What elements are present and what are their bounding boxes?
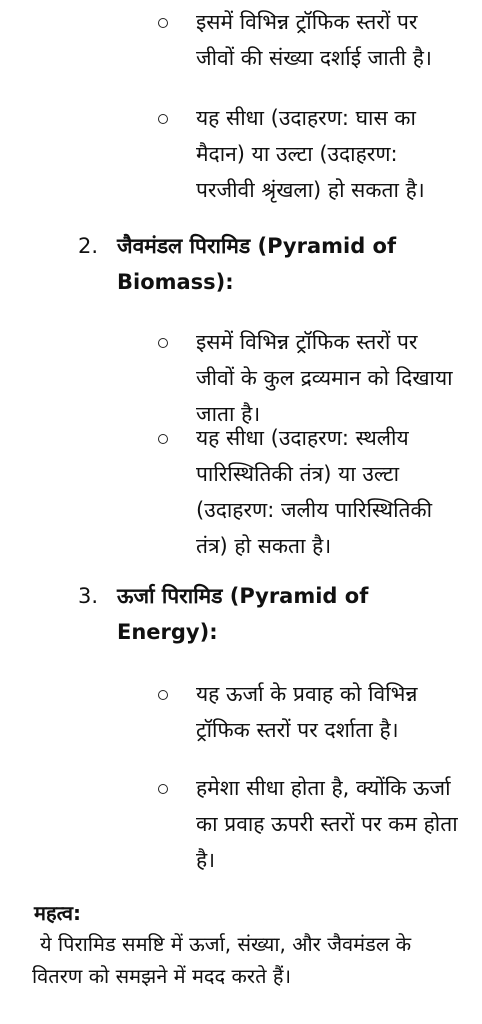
section-number: 2.: [78, 234, 99, 258]
hollow-circle-bullet-icon: [158, 338, 168, 348]
hollow-circle-bullet-icon: [158, 18, 168, 28]
bullet-text: हमेशा सीधा होता है, क्योंकि ऊर्जा का प्रवाह ऊपरी स्तरों पर कम होता है।: [196, 776, 458, 872]
bullet-text: इसमें विभिन्न ट्रॉफिक स्तरों पर जीवों की संख्या दर्शाई जाती है।: [196, 10, 432, 70]
bullet-text: यह सीधा (उदाहरण: घास का मैदान) या उल्टा (उदाहरण: परजीवी श्रृंखला) हो सकता है।: [196, 106, 425, 202]
importance-text: ये पिरामिड समष्टि में ऊर्जा, संख्या, और जैवमंडल के वितरण को समझने में मदद करते हैं।: [32, 932, 412, 988]
bullet-text: इसमें विभिन्न ट्रॉफिक स्तरों पर जीवों के कुल द्रव्यमान को दिखाया जाता है।: [196, 330, 453, 426]
bullet-text: यह ऊर्जा के प्रवाह को विभिन्न ट्रॉफिक स्तरों पर दर्शाता है।: [196, 682, 418, 742]
hollow-circle-bullet-icon: [158, 114, 168, 124]
section-title: जैवमंडल पिरामिड (Pyramid of Biomass):: [117, 234, 397, 294]
hollow-circle-bullet-icon: [158, 434, 168, 444]
bullet-text: यह सीधा (उदाहरण: स्थलीय पारिस्थितिकी तंत्र) या उल्टा (उदाहरण: जलीय पारिस्थितिकी तंत्र) हो सकता है।: [196, 426, 433, 558]
section-number: 3.: [78, 584, 99, 608]
importance-label: महत्व:: [34, 901, 81, 925]
hollow-circle-bullet-icon: [158, 690, 168, 700]
section-title: ऊर्जा पिरामिड (Pyramid of Energy):: [117, 584, 369, 644]
hollow-circle-bullet-icon: [158, 784, 168, 794]
